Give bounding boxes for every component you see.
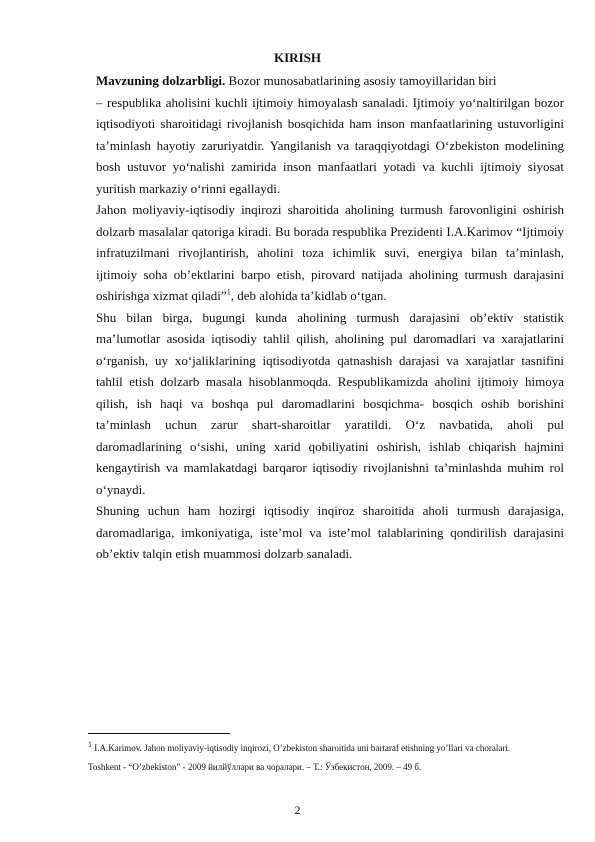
paragraph-2: [96, 199, 564, 307]
relevance-label: Mavzuning dolzarbligi.: [96, 73, 226, 88]
footnote-reference[interactable]: 1: [226, 287, 231, 297]
footnote-line-2: Toshkent - “O’zbekiston” - 2009 йилйўллари ва чоралари. – Т.: Ўзбекистон, 2009. – 49 б.: [88, 762, 422, 772]
footnote-divider: [88, 733, 230, 734]
footnote: [88, 739, 568, 777]
paragraph-2-text: Jahon moliyaviy-iqtisodiy inqirozi sharoitida aholining turmush farovonligini oshirish dolzarb masalalar qatoriga kiradi. Bu borada respublika Prezidenti I.A.Karimov “Ijtimoiy infratuzilmani rivojlantirish, aholini toza ichimlik suvi, energiya bilan ta’minlash, ijtimoiy soha ob’ektlarini barpo etish, pirovard natijada aholining turmush darajasini oshirishga xizmat qiladi”: [96, 202, 564, 303]
paragraph-3: Shu bilan birga, bugungi kunda aholining turmush darajasini ob’ektiv statistik ma’lumotlar asosida iqtisodiy tahlil qilish, aholining pul daromadlari va xarajatlarini o‘rganish, uy xo‘jaliklarining iqtisodiyotda qatnashish darajasi va xarajatlar tasnifini tahlil etish dolzarb masala hisoblanmoqda. Respublikamizda aholini ijtimoiy himoya qilish, ish haqi va boshqa pul daromadlarini bosqichma- bosqich oshib borishini ta’minlash uchun zarur shart-sharoitlar yaratildi. O‘z navbatida, aholi pul daromadlarining o‘sishi, uning xarid qobiliyatini oshirish, ishlab chiqarish hajmini kengaytirish va mamlakatdagi barqaror iqtisodiy rivojlanishni ta’minlashda muhim rol o‘ynaydi.: [96, 309, 564, 497]
footnote-text-1: I.A.Karimov. Jahon moliyaviy-iqtisodiy inqirozi, O’zbekiston sharoitida uni bartaraf etishning yo’llari va choralari.: [92, 743, 511, 753]
footnote-marker: 1: [88, 740, 92, 749]
intro-line: [96, 70, 564, 92]
section-heading: KIRISH: [274, 50, 321, 65]
paragraph-4: Shuning uchun ham hozirgi iqtisodiy inqiroz sharoitida aholi turmush darajasiga, daromadlariga, imkoniyatiga, iste’mol va iste’mol talablarining qondirilish darajasini ob’ektiv talqin etish muammosi dolzarb sanaladi.: [96, 503, 564, 561]
paragraph-2-tail: , deb alohida ta’kidlab o‘tgan.: [230, 288, 387, 303]
intro-text: Bozor munosabatlarining asosiy tamoyillaridan biri: [225, 73, 497, 88]
paragraph-1: – respublika aholisini kuchli ijtimoiy himoyalash sanaladi. Ijtimoiy yo‘naltirilgan bozor iqtisodiyoti sharoitidagi rivojlanish bosqichida ham inson manfaatlarining ustuvorligini ta’minlash hayotiy zaruriyatdir. Yangilanish va taraqqiyotdagi O‘zbekiston modelining bosh ustuvor yo‘nalishi zamirida inson manfaatlari yotadi va kuchli ijtimoiy siyosat yuritish markaziy o‘rinni egallaydi.: [96, 94, 564, 196]
body-text: [96, 70, 564, 565]
footnote-line-1: [88, 739, 568, 758]
page-number: 2: [294, 803, 301, 817]
